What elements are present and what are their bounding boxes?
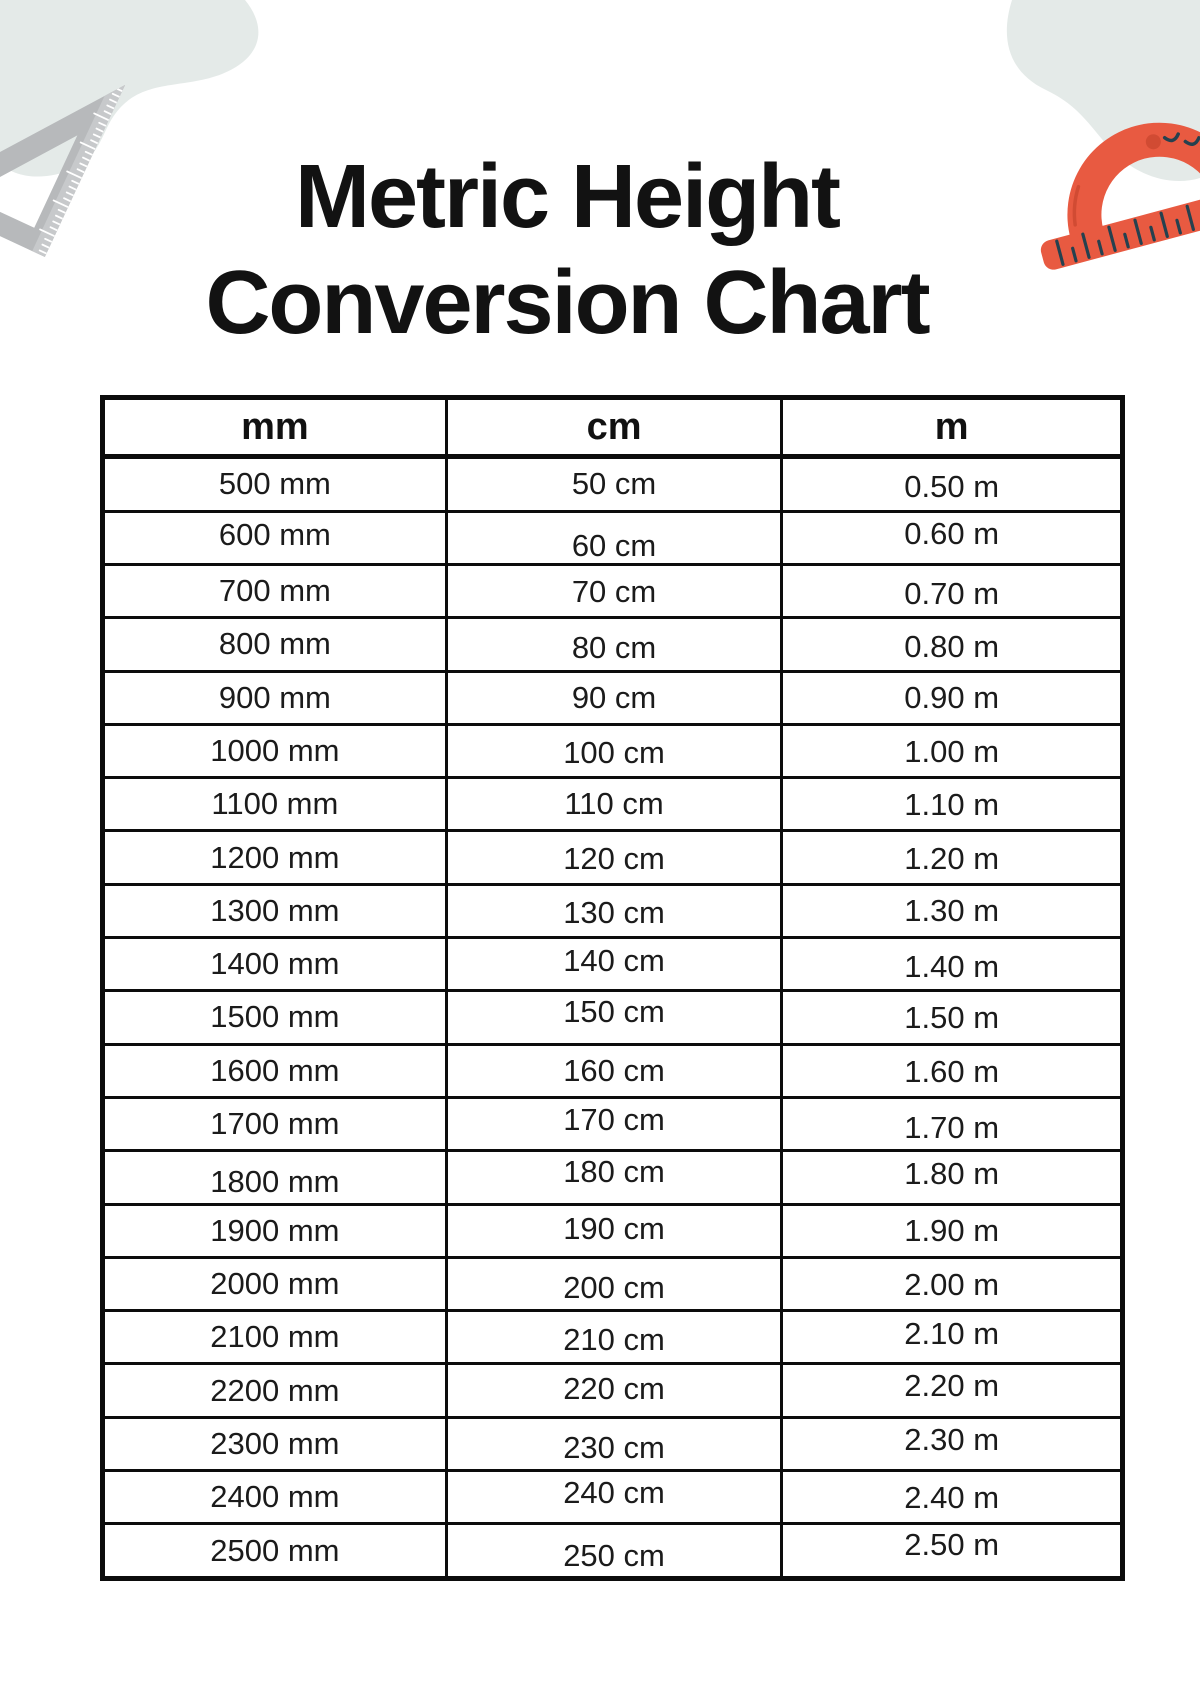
page-title-line2: Conversion Chart — [205, 253, 929, 354]
protractor-eye — [1165, 134, 1180, 142]
m-cell: 1.80 m — [782, 1151, 1123, 1204]
mm-cell: 1700 mm — [103, 1097, 447, 1150]
mm-cell: 1300 mm — [103, 884, 447, 937]
mm-cell: 2100 mm — [103, 1311, 447, 1364]
table-row — [103, 724, 1123, 777]
m-cell: 1.90 m — [782, 1204, 1123, 1257]
decor-dot — [155, 116, 164, 125]
mm-cell: 500 mm — [103, 457, 447, 512]
table-row — [103, 511, 1123, 564]
table-row — [103, 1524, 1123, 1579]
cm-cell: 230 cm — [446, 1417, 782, 1470]
mm-cell: 2200 mm — [103, 1364, 447, 1417]
table-row — [103, 991, 1123, 1044]
protractor-blush — [1144, 133, 1162, 151]
m-cell: 2.50 m — [782, 1524, 1123, 1579]
table-row — [103, 778, 1123, 831]
m-cell: 1.50 m — [782, 991, 1123, 1044]
table-row — [103, 1364, 1123, 1417]
mm-cell: 1800 mm — [103, 1151, 447, 1204]
decor-dot — [1034, 112, 1044, 122]
cm-cell: 50 cm — [446, 457, 782, 512]
m-cell: 0.50 m — [782, 457, 1123, 512]
mm-cell: 2300 mm — [103, 1417, 447, 1470]
cm-cell: 100 cm — [446, 724, 782, 777]
table-row — [103, 884, 1123, 937]
table-row — [103, 1044, 1123, 1097]
table-row — [103, 1311, 1123, 1364]
cm-cell: 250 cm — [446, 1524, 782, 1579]
cm-cell: 240 cm — [446, 1471, 782, 1524]
conversion-table — [100, 395, 1125, 1581]
m-cell: 1.30 m — [782, 884, 1123, 937]
table-row — [103, 1417, 1123, 1470]
cm-cell: 90 cm — [446, 671, 782, 724]
page-title-line1: Metric Height — [294, 147, 840, 248]
table-row — [103, 457, 1123, 512]
table-row — [103, 1471, 1123, 1524]
mm-cell: 1500 mm — [103, 991, 447, 1044]
conversion-table-wrap — [100, 395, 1125, 1581]
column-header-m: m — [782, 398, 1123, 457]
m-cell: 2.10 m — [782, 1311, 1123, 1364]
cm-cell: 210 cm — [446, 1311, 782, 1364]
mm-cell: 2500 mm — [103, 1524, 447, 1579]
mm-cell: 900 mm — [103, 671, 447, 724]
mm-cell: 700 mm — [103, 564, 447, 617]
m-cell: 2.20 m — [782, 1364, 1123, 1417]
m-cell: 0.70 m — [782, 564, 1123, 617]
m-cell: 1.40 m — [782, 938, 1123, 991]
table-row — [103, 564, 1123, 617]
mm-cell: 1900 mm — [103, 1204, 447, 1257]
m-cell: 1.70 m — [782, 1097, 1123, 1150]
mm-cell: 1600 mm — [103, 1044, 447, 1097]
cm-cell: 190 cm — [446, 1204, 782, 1257]
column-header-cm: cm — [446, 398, 782, 457]
cm-cell: 130 cm — [446, 884, 782, 937]
table-row — [103, 1097, 1123, 1150]
table-row — [103, 618, 1123, 671]
m-cell: 0.80 m — [782, 618, 1123, 671]
cm-cell: 220 cm — [446, 1364, 782, 1417]
cm-cell: 70 cm — [446, 564, 782, 617]
m-cell: 1.10 m — [782, 778, 1123, 831]
cm-cell: 180 cm — [446, 1151, 782, 1204]
table-row — [103, 938, 1123, 991]
protractor-eye — [1185, 138, 1200, 146]
cm-cell: 120 cm — [446, 831, 782, 884]
m-cell: 0.90 m — [782, 671, 1123, 724]
table-row — [103, 831, 1123, 884]
table-row — [103, 671, 1123, 724]
header-row — [103, 398, 1123, 457]
cm-cell: 110 cm — [446, 778, 782, 831]
table-row — [103, 1204, 1123, 1257]
mm-cell: 600 mm — [103, 511, 447, 564]
conversion-table-body — [103, 457, 1123, 1579]
mm-cell: 800 mm — [103, 618, 447, 671]
cm-cell: 170 cm — [446, 1097, 782, 1150]
table-row — [103, 1151, 1123, 1204]
m-cell: 0.60 m — [782, 511, 1123, 564]
mm-cell: 2400 mm — [103, 1471, 447, 1524]
cm-cell: 140 cm — [446, 938, 782, 991]
column-header-mm: mm — [103, 398, 447, 457]
m-cell: 2.30 m — [782, 1417, 1123, 1470]
cm-cell: 60 cm — [446, 511, 782, 564]
page-title — [0, 144, 1134, 356]
m-cell: 1.60 m — [782, 1044, 1123, 1097]
table-row — [103, 1257, 1123, 1310]
mm-cell: 1400 mm — [103, 938, 447, 991]
m-cell: 1.20 m — [782, 831, 1123, 884]
cm-cell: 160 cm — [446, 1044, 782, 1097]
cm-cell: 200 cm — [446, 1257, 782, 1310]
mm-cell: 1000 mm — [103, 724, 447, 777]
cm-cell: 150 cm — [446, 991, 782, 1044]
m-cell: 1.00 m — [782, 724, 1123, 777]
mm-cell: 1100 mm — [103, 778, 447, 831]
cm-cell: 80 cm — [446, 618, 782, 671]
m-cell: 2.00 m — [782, 1257, 1123, 1310]
mm-cell: 1200 mm — [103, 831, 447, 884]
mm-cell: 2000 mm — [103, 1257, 447, 1310]
m-cell: 2.40 m — [782, 1471, 1123, 1524]
